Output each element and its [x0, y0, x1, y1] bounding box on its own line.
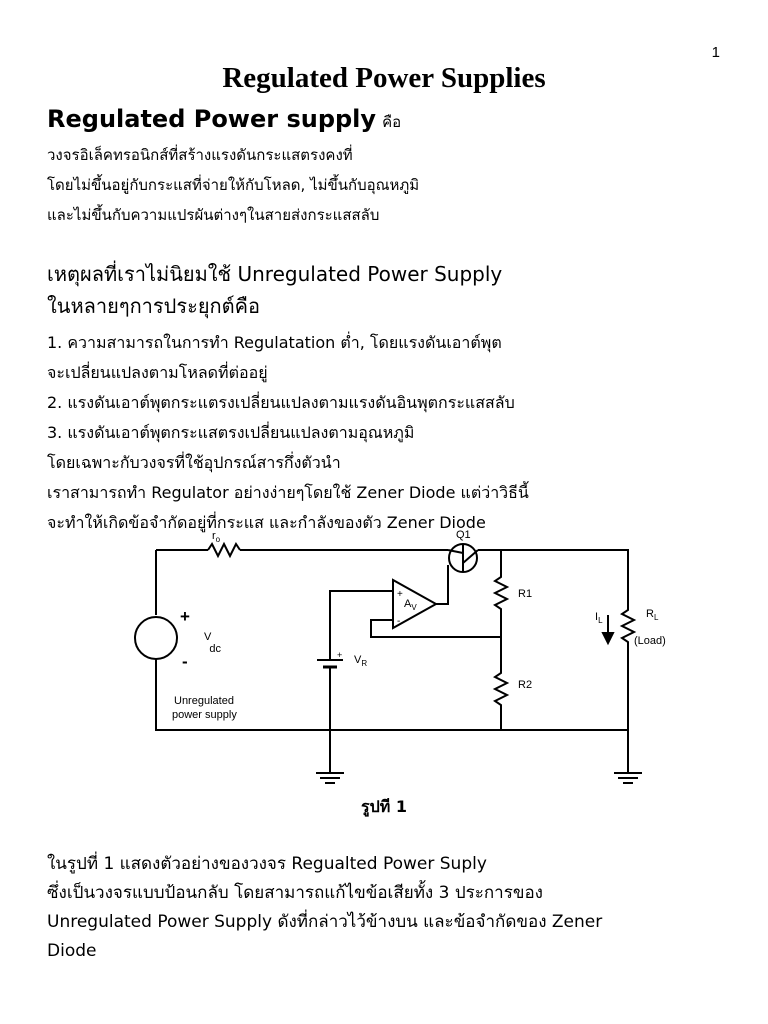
label-r1: R1: [518, 588, 533, 600]
reason-line: 3. แรงดันเอาต์พุตกระแสตรงเปลี่ยนแปลงตามอุณหภูมิ: [47, 423, 415, 442]
label-unregulated: Unregulated: [174, 695, 234, 707]
intro-line: และไม่ขึ้นกับความแปรผันต่างๆในสายส่งกระแสสลับ: [47, 206, 380, 224]
resistor-r2: [495, 665, 507, 730]
reason-line: โดยเฉพาะกับวงจรที่ใช้อุปกรณ์สารกึ่งตัวนำ: [47, 453, 341, 472]
heading-main: Regulated Power supply: [47, 105, 377, 133]
label-source-plus: +: [180, 607, 190, 626]
heading-suffix: คือ: [382, 113, 402, 131]
resistor-load: [622, 605, 634, 730]
closing-line: Unregulated Power Supply ดังที่กล่าวไว้ข้างบน และข้อจำกัดของ Zener: [47, 912, 603, 932]
reason-line: 2. แรงดันเอาต์พุตกระแตรงเปลี่ยนแปลงตามแรงดันอินพุตกระแสสลับ: [47, 393, 515, 412]
reference-battery: [317, 660, 343, 730]
label-q1: Q1: [456, 529, 471, 541]
reasons-heading-line: เหตุผลที่เราไม่นิยมใช้ Unregulated Power Supply: [47, 262, 503, 286]
reason-line: เราสามารถทำ Regulator อย่างง่ายๆโดยใช้ Zener Diode แต่ว่าวิธีนี้: [47, 483, 529, 502]
label-load: (Load): [634, 635, 666, 647]
closing-line: ในรูปที่ 1 แสดงตัวอย่างของวงจร Regualted Power Suply: [47, 854, 487, 874]
label-opamp-minus: -: [397, 616, 401, 627]
label-vr: $V_R$: [354, 654, 368, 668]
transistor-q1: [448, 544, 501, 572]
label-r0: $r_o$: [212, 530, 221, 544]
intro-line: วงจรอิเล็คทรอนิกส์ที่สร้างแรงดันกระแสตรงคงที่: [47, 146, 353, 164]
label-source-minus: -: [182, 652, 188, 671]
closing-line: Diode: [47, 941, 97, 961]
label-il: $I_L$: [595, 611, 603, 625]
resistor-r1: [495, 550, 507, 635]
label-r2: R2: [518, 679, 533, 691]
intro-line: โดยไม่ขึ้นอยู่กับกระแสที่จ่ายให้กับโหลด, ไม่ขึ้นกับอุณหภูมิ: [47, 176, 420, 194]
regulator-circuit-diagram: [118, 525, 666, 795]
wire-feedback-minus: [371, 620, 501, 637]
label-vdc: V dc: [204, 631, 221, 655]
label-opamp-plus: +: [397, 589, 403, 600]
figure-caption: รูปที 1: [361, 797, 407, 816]
closing-paragraph: [47, 850, 737, 966]
label-battery-plus: +: [337, 650, 343, 660]
voltage-source: [135, 617, 177, 659]
ground-left: [316, 730, 344, 783]
label-av: $A_V$: [404, 598, 417, 612]
reason-line: จะเปลี่ยนแปลงตามโหลดที่ต่ออยู่: [47, 363, 268, 382]
load-current-arrow: [603, 615, 613, 643]
label-rl: $R_L$: [646, 608, 659, 622]
ground-right: [614, 730, 642, 783]
page-number: 1: [711, 44, 720, 61]
document-title: Regulated Power Supplies: [222, 62, 546, 94]
resistor-r0: [208, 544, 240, 556]
reason-line: 1. ความสามารถในการทำ Regulatation ต่ำ, โดยแรงดันเอาต์พุต: [47, 333, 502, 352]
reasons-heading-line: ในหลายๆการประยุกต์คือ: [47, 294, 261, 318]
label-power-supply: power supply: [172, 709, 237, 721]
reasons-list: [47, 328, 737, 538]
reason-line: จะทำให้เกิดข้อจำกัดอยู่ที่กระแส และกำลังของตัว Zener Diode: [47, 513, 486, 532]
closing-line: ซึ่งเป็นวงจรแบบป้อนกลับ โดยสามารถแก้ไขข้อเสียทั้ง 3 ประการของ: [47, 883, 543, 903]
